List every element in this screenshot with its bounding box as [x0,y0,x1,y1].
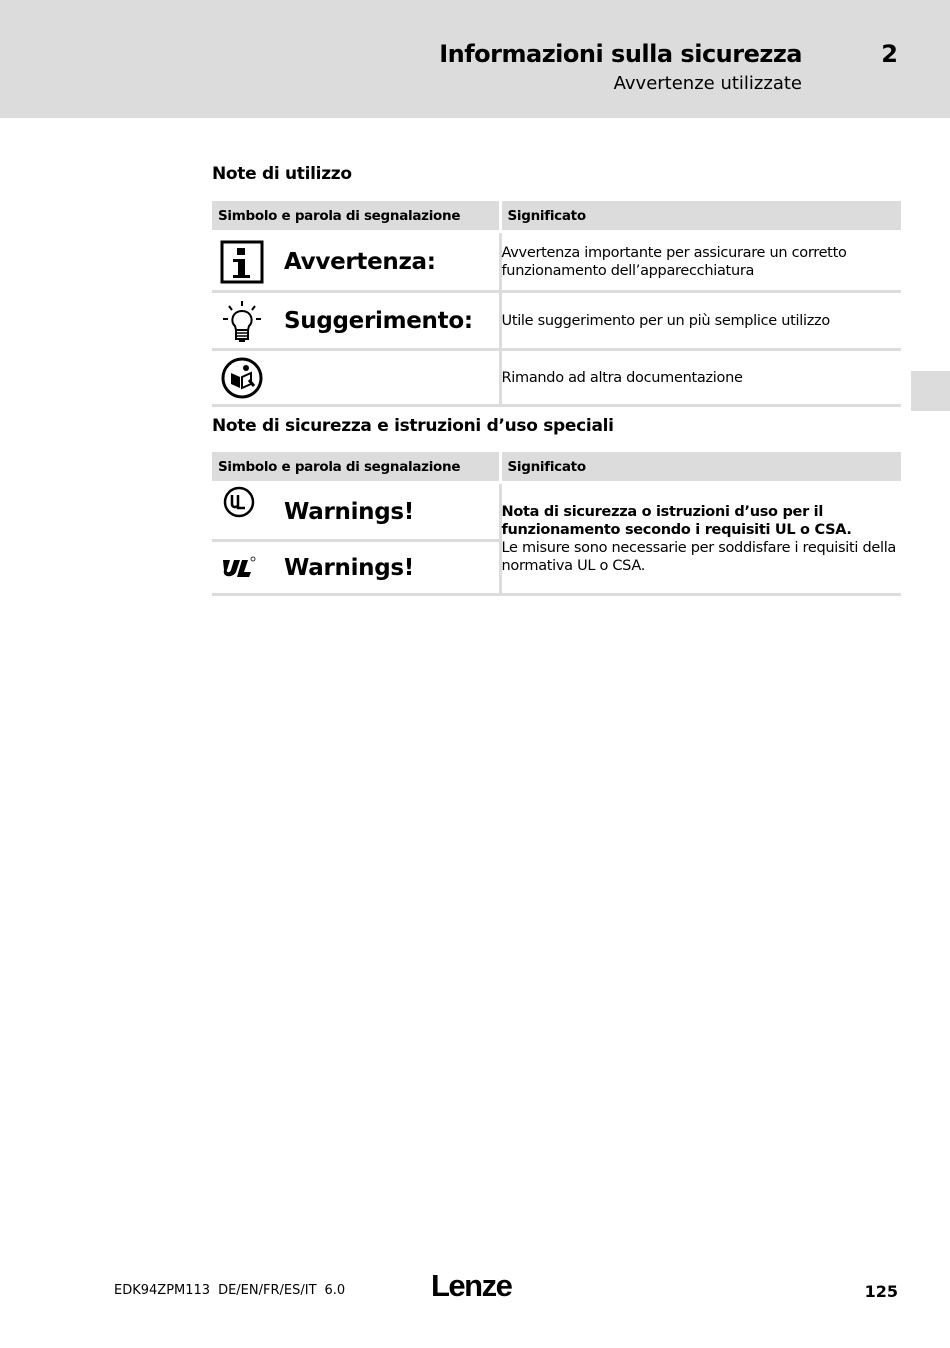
section-title-special-safety-notes: Note di sicurezza e istruzioni d’uso speciali [212,416,614,436]
signal-word-warnings: Warnings! [284,498,414,525]
meaning-normal-text: Le misure sono necessarie per soddisfare i requisiti della normativa UL o CSA. [501,539,897,574]
info-icon [212,240,272,284]
chapter-number: 2 [881,40,898,68]
table-row [212,292,901,350]
meaning-cell: Avvertenza importante per assicurare un corretto funzionamento dell’apparecchiatura [500,232,901,292]
signal-word-tip: Suggerimento: [284,307,473,334]
signal-word-warnings: Warnings! [284,554,414,581]
usage-notes-table [212,201,901,407]
table-row [212,232,901,292]
chapter-subtitle: Avvertenze utilizzate [613,73,802,94]
symbol-cell [212,232,500,292]
symbol-cell [212,541,500,595]
table-row [212,483,901,541]
page-header [0,0,950,118]
lightbulb-icon [212,299,272,343]
column-header-symbol: Simbolo e parola di segnalazione [212,201,500,232]
table-header-row [212,201,901,232]
special-safety-table [212,452,901,596]
symbol-cell [212,292,500,350]
meaning-bold-text: Nota di sicurezza o istruzioni d’uso per il funzionamento secondo i requisiti UL o CSA. [501,503,852,538]
lenze-logo: Lenze [431,1268,512,1303]
meaning-cell [500,483,901,595]
doc-version: 6.0 [324,1283,346,1298]
reference-book-icon [212,356,272,400]
symbol-cell [212,483,500,541]
section-title-usage-notes: Note di utilizzo [212,164,352,184]
ul-recognized-icon [212,554,272,582]
doc-languages: DE/EN/FR/ES/IT [218,1283,317,1298]
meaning-cell: Utile suggerimento per un più semplice utilizzo [500,292,901,350]
doc-number: EDK94ZPM113 [114,1283,211,1298]
table-row [212,350,901,406]
column-header-meaning: Significato [500,201,901,232]
table-header-row [212,452,901,483]
page-number: 125 [864,1282,898,1301]
meaning-cell: Rimando ad altra documentazione [500,350,901,406]
symbol-cell [212,350,500,406]
document-id [114,1283,353,1298]
column-header-meaning: Significato [500,452,901,483]
signal-word-warning: Avvertenza: [284,248,436,275]
ul-listed-icon [212,500,272,524]
chapter-title: Informazioni sulla sicurezza [439,40,802,68]
column-header-symbol: Simbolo e parola di segnalazione [212,452,500,483]
chapter-side-tab [911,371,950,411]
